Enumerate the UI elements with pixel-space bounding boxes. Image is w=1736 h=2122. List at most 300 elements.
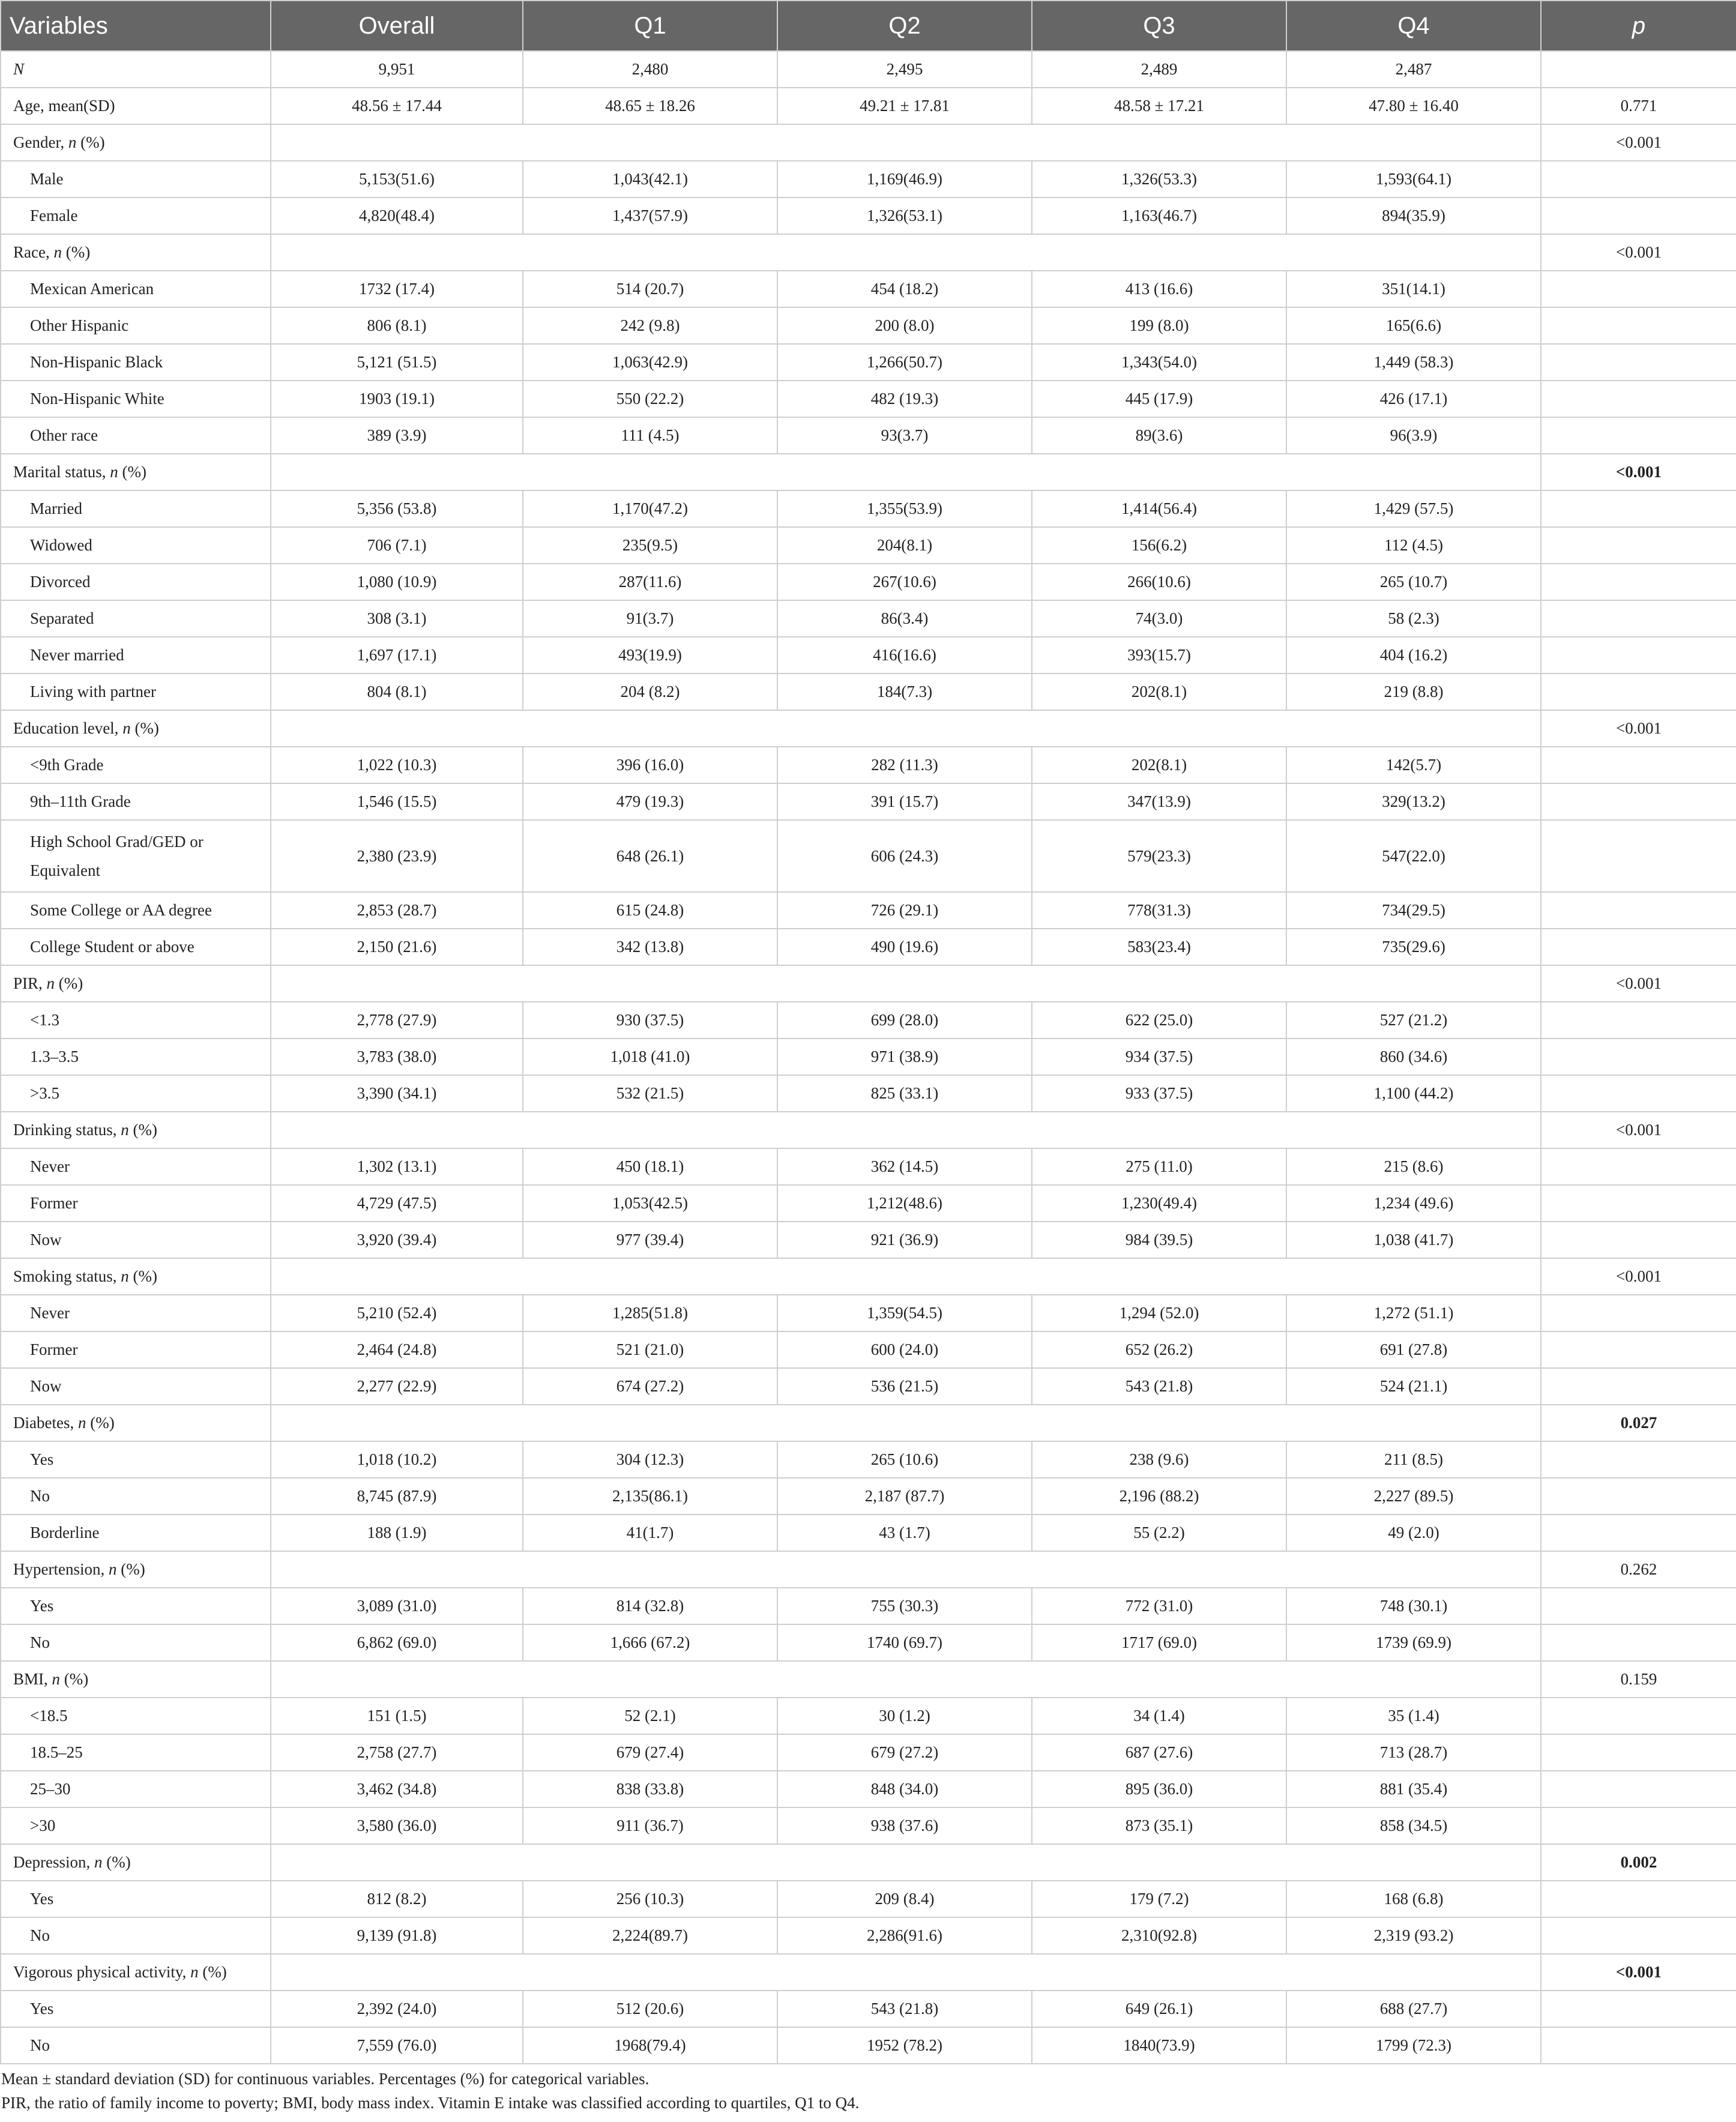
- p-value-cell: <0.001: [1541, 1954, 1736, 1991]
- value-cell: 2,380 (23.9): [271, 820, 523, 892]
- category-row: [1, 1954, 1736, 1991]
- row-label: Separated: [1, 600, 271, 637]
- p-value-cell: [1541, 1515, 1736, 1551]
- value-cell: 9,139 (91.8): [271, 1917, 523, 1954]
- value-cell: 9,951: [271, 51, 523, 88]
- value-cell: 404 (16.2): [1286, 637, 1541, 674]
- value-cell: 536 (21.5): [777, 1368, 1032, 1405]
- row-label: No: [1, 1917, 271, 1954]
- value-cell: 1,326(53.3): [1032, 161, 1286, 197]
- subcategory-row: [1, 1881, 1736, 1917]
- row-label: [1, 234, 271, 271]
- value-cell: 1,302 (13.1): [271, 1148, 523, 1185]
- category-row: [1, 234, 1736, 271]
- value-cell: 329(13.2): [1286, 783, 1541, 820]
- value-cell: 2,778 (27.9): [271, 1002, 523, 1038]
- value-cell: 524 (21.1): [1286, 1368, 1541, 1405]
- value-cell: 894(35.9): [1286, 197, 1541, 234]
- empty-cell: [271, 1551, 1541, 1588]
- value-cell: 1,429 (57.5): [1286, 490, 1541, 527]
- p-value-cell: <0.001: [1541, 234, 1736, 271]
- p-value-cell: [1541, 1734, 1736, 1771]
- value-cell: 804 (8.1): [271, 674, 523, 710]
- value-cell: 825 (33.1): [777, 1075, 1032, 1112]
- value-cell: 1,212(48.6): [777, 1185, 1032, 1222]
- row-label-n: n: [77, 1414, 86, 1432]
- value-cell: 266(10.6): [1032, 564, 1286, 600]
- value-cell: 2,187 (87.7): [777, 1478, 1032, 1515]
- empty-cell: [271, 1405, 1541, 1441]
- subcategory-row: [1, 1624, 1736, 1661]
- row-label: [1, 710, 271, 747]
- value-cell: 755 (30.3): [777, 1588, 1032, 1624]
- value-cell: 1,285(51.8): [523, 1295, 777, 1331]
- empty-cell: [271, 1661, 1541, 1698]
- row-label-text: Vigorous physical activity,: [13, 1963, 191, 1981]
- row-label-text: Education level,: [13, 719, 123, 737]
- row-label: High School Grad/GED or Equivalent: [1, 820, 271, 892]
- empty-cell: [271, 1954, 1541, 1991]
- value-cell: 1732 (17.4): [271, 271, 523, 307]
- value-cell: 930 (37.5): [523, 1002, 777, 1038]
- value-cell: 41(1.7): [523, 1515, 777, 1551]
- value-cell: 1,018 (41.0): [523, 1038, 777, 1075]
- p-value-cell: <0.001: [1541, 965, 1736, 1002]
- value-cell: 1,100 (44.2): [1286, 1075, 1541, 1112]
- value-cell: 454 (18.2): [777, 271, 1032, 307]
- row-label-suffix: (%): [128, 1121, 157, 1139]
- value-cell: 977 (39.4): [523, 1222, 777, 1258]
- row-label: Divorced: [1, 564, 271, 600]
- empty-cell: [271, 234, 1541, 271]
- value-cell: 282 (11.3): [777, 747, 1032, 783]
- value-cell: 351(14.1): [1286, 271, 1541, 307]
- value-cell: 3,089 (31.0): [271, 1588, 523, 1624]
- value-cell: 1,697 (17.1): [271, 637, 523, 674]
- value-cell: 393(15.7): [1032, 637, 1286, 674]
- row-label: Now: [1, 1368, 271, 1405]
- value-cell: 1,018 (10.2): [271, 1441, 523, 1478]
- value-cell: 242 (9.8): [523, 307, 777, 344]
- subcategory-row: [1, 892, 1736, 929]
- value-cell: 512 (20.6): [523, 1991, 777, 2027]
- p-value-cell: [1541, 51, 1736, 88]
- subcategory-row: [1, 1698, 1736, 1734]
- value-cell: 93(3.7): [777, 417, 1032, 454]
- category-row: [1, 454, 1736, 490]
- value-cell: 1,053(42.5): [523, 1185, 777, 1222]
- value-cell: 4,729 (47.5): [271, 1185, 523, 1222]
- value-cell: 583(23.4): [1032, 929, 1286, 965]
- row-label-n: n: [53, 243, 62, 261]
- p-value-cell: [1541, 1368, 1736, 1405]
- p-value-cell: [1541, 1222, 1736, 1258]
- row-label: [1, 1258, 271, 1295]
- row-label-suffix: (%): [116, 1560, 145, 1578]
- p-value-cell: [1541, 1478, 1736, 1515]
- value-cell: 2,150 (21.6): [271, 929, 523, 965]
- value-cell: 2,495: [777, 51, 1032, 88]
- table-body: [1, 51, 1736, 2064]
- value-cell: 482 (19.3): [777, 381, 1032, 417]
- subcategory-row: [1, 637, 1736, 674]
- value-cell: 89(3.6): [1032, 417, 1286, 454]
- category-row: [1, 710, 1736, 747]
- value-cell: 514 (20.7): [523, 271, 777, 307]
- row-label-text: PIR,: [13, 974, 47, 992]
- subcategory-row: [1, 929, 1736, 965]
- row-label: College Student or above: [1, 929, 271, 965]
- value-cell: 2,853 (28.7): [271, 892, 523, 929]
- value-cell: 347(13.9): [1032, 783, 1286, 820]
- value-cell: 1,169(46.9): [777, 161, 1032, 197]
- value-cell: 687 (27.6): [1032, 1734, 1286, 1771]
- value-cell: 2,224(89.7): [523, 1917, 777, 1954]
- value-cell: 778(31.3): [1032, 892, 1286, 929]
- value-cell: 713 (28.7): [1286, 1734, 1541, 1771]
- value-cell: 235(9.5): [523, 527, 777, 564]
- row-label: Widowed: [1, 527, 271, 564]
- value-cell: 3,783 (38.0): [271, 1038, 523, 1075]
- subcategory-row: [1, 381, 1736, 417]
- value-cell: 7,559 (76.0): [271, 2027, 523, 2064]
- subcategory-row: [1, 600, 1736, 637]
- p-value-cell: <0.001: [1541, 454, 1736, 490]
- row-label-text: Depression,: [13, 1853, 94, 1871]
- value-cell: 1,163(46.7): [1032, 197, 1286, 234]
- p-value-cell: 0.027: [1541, 1405, 1736, 1441]
- row-label: Never married: [1, 637, 271, 674]
- p-value-cell: [1541, 1588, 1736, 1624]
- value-cell: 5,153(51.6): [271, 161, 523, 197]
- value-cell: 1,666 (67.2): [523, 1624, 777, 1661]
- subcategory-row: [1, 271, 1736, 307]
- value-cell: 91(3.7): [523, 600, 777, 637]
- value-cell: 1,038 (41.7): [1286, 1222, 1541, 1258]
- value-cell: 43 (1.7): [777, 1515, 1032, 1551]
- value-cell: 2,487: [1286, 51, 1541, 88]
- value-cell: 1903 (19.1): [271, 381, 523, 417]
- row-label-text: Hypertension,: [13, 1560, 109, 1578]
- table-row: [1, 51, 1736, 88]
- p-value-cell: [1541, 1185, 1736, 1222]
- value-cell: 74(3.0): [1032, 600, 1286, 637]
- row-label: No: [1, 1478, 271, 1515]
- value-cell: 265 (10.6): [777, 1441, 1032, 1478]
- row-label: Male: [1, 161, 271, 197]
- value-cell: 1968(79.4): [523, 2027, 777, 2064]
- row-label: Former: [1, 1185, 271, 1222]
- p-value-cell: [1541, 344, 1736, 381]
- p-value-cell: [1541, 1002, 1736, 1038]
- row-label: Yes: [1, 1991, 271, 2027]
- value-cell: 156(6.2): [1032, 527, 1286, 564]
- row-label: Yes: [1, 1441, 271, 1478]
- value-cell: 1952 (78.2): [777, 2027, 1032, 2064]
- value-cell: 5,121 (51.5): [271, 344, 523, 381]
- row-label: 9th–11th Grade: [1, 783, 271, 820]
- row-label: Non-Hispanic Black: [1, 344, 271, 381]
- value-cell: 204 (8.2): [523, 674, 777, 710]
- value-cell: 934 (37.5): [1032, 1038, 1286, 1075]
- value-cell: 699 (28.0): [777, 1002, 1032, 1038]
- p-value-cell: [1541, 747, 1736, 783]
- value-cell: 1,593(64.1): [1286, 161, 1541, 197]
- value-cell: 1717 (69.0): [1032, 1624, 1286, 1661]
- value-cell: 275 (11.0): [1032, 1148, 1286, 1185]
- row-label-suffix: (%): [76, 133, 105, 151]
- row-label-text: BMI,: [13, 1670, 52, 1688]
- row-label: [1, 1954, 271, 1991]
- value-cell: 188 (1.9): [271, 1515, 523, 1551]
- row-label-text: Diabetes,: [13, 1414, 78, 1432]
- p-value-cell: [1541, 564, 1736, 600]
- row-label: [1, 1551, 271, 1588]
- p-value-cell: [1541, 381, 1736, 417]
- category-row: [1, 1112, 1736, 1148]
- row-label: Yes: [1, 1881, 271, 1917]
- row-label: >30: [1, 1807, 271, 1844]
- value-cell: 615 (24.8): [523, 892, 777, 929]
- row-label-n: n: [52, 1670, 61, 1688]
- value-cell: 49.21 ± 17.81: [777, 88, 1032, 124]
- value-cell: 200 (8.0): [777, 307, 1032, 344]
- value-cell: 1739 (69.9): [1286, 1624, 1541, 1661]
- p-value-cell: [1541, 527, 1736, 564]
- subcategory-row: [1, 1478, 1736, 1515]
- value-cell: 674 (27.2): [523, 1368, 777, 1405]
- row-label-suffix: (%): [61, 243, 91, 261]
- subcategory-row: [1, 1038, 1736, 1075]
- row-label-n: n: [94, 1853, 103, 1871]
- table-header-row: [1, 1, 1736, 51]
- value-cell: 5,210 (52.4): [271, 1295, 523, 1331]
- p-value-cell: [1541, 1441, 1736, 1478]
- value-cell: 649 (26.1): [1032, 1991, 1286, 2027]
- value-cell: 1,063(42.9): [523, 344, 777, 381]
- p-value-cell: [1541, 892, 1736, 929]
- value-cell: 3,920 (39.4): [271, 1222, 523, 1258]
- subcategory-row: [1, 307, 1736, 344]
- value-cell: 706 (7.1): [271, 527, 523, 564]
- value-cell: 2,135(86.1): [523, 1478, 777, 1515]
- subcategory-row: [1, 417, 1736, 454]
- p-value-cell: [1541, 1698, 1736, 1734]
- p-value-cell: [1541, 161, 1736, 197]
- value-cell: 772 (31.0): [1032, 1588, 1286, 1624]
- row-label: [1, 124, 271, 161]
- value-cell: 2,480: [523, 51, 777, 88]
- p-value-cell: [1541, 1148, 1736, 1185]
- row-label-suffix: (%): [86, 1414, 115, 1432]
- value-cell: 579(23.3): [1032, 820, 1286, 892]
- value-cell: 858 (34.5): [1286, 1807, 1541, 1844]
- value-cell: 265 (10.7): [1286, 564, 1541, 600]
- row-label-n: n: [108, 1560, 117, 1578]
- value-cell: 726 (29.1): [777, 892, 1032, 929]
- p-value-cell: [1541, 1771, 1736, 1807]
- p-value-cell: 0.771: [1541, 88, 1736, 124]
- value-cell: 895 (36.0): [1032, 1771, 1286, 1807]
- value-cell: 304 (12.3): [523, 1441, 777, 1478]
- row-label: Age, mean(SD): [1, 88, 271, 124]
- row-label: Non-Hispanic White: [1, 381, 271, 417]
- column-header-overall: Overall: [271, 1, 523, 51]
- row-label: 1.3–3.5: [1, 1038, 271, 1075]
- subcategory-row: [1, 197, 1736, 234]
- value-cell: 5,356 (53.8): [271, 490, 523, 527]
- category-row: [1, 1844, 1736, 1881]
- value-cell: 1799 (72.3): [1286, 2027, 1541, 2064]
- value-cell: 211 (8.5): [1286, 1441, 1541, 1478]
- value-cell: 550 (22.2): [523, 381, 777, 417]
- value-cell: 814 (32.8): [523, 1588, 777, 1624]
- value-cell: 35 (1.4): [1286, 1698, 1541, 1734]
- value-cell: 165(6.6): [1286, 307, 1541, 344]
- category-row: [1, 1551, 1736, 1588]
- subcategory-row: [1, 1331, 1736, 1368]
- value-cell: 812 (8.2): [271, 1881, 523, 1917]
- row-label: [1, 454, 271, 490]
- p-value-cell: [1541, 674, 1736, 710]
- row-label: [1, 1844, 271, 1881]
- value-cell: 30 (1.2): [777, 1698, 1032, 1734]
- value-cell: 933 (37.5): [1032, 1075, 1286, 1112]
- value-cell: 34 (1.4): [1032, 1698, 1286, 1734]
- value-cell: 688 (27.7): [1286, 1991, 1541, 2027]
- value-cell: 256 (10.3): [523, 1881, 777, 1917]
- value-cell: 1,022 (10.3): [271, 747, 523, 783]
- value-cell: 112 (4.5): [1286, 527, 1541, 564]
- value-cell: 1,343(54.0): [1032, 344, 1286, 381]
- p-value-cell: [1541, 2027, 1736, 2064]
- row-label-text: Gender,: [13, 133, 68, 151]
- p-value-cell: <0.001: [1541, 124, 1736, 161]
- value-cell: 96(3.9): [1286, 417, 1541, 454]
- p-value-cell: [1541, 820, 1736, 892]
- value-cell: 1,546 (15.5): [271, 783, 523, 820]
- value-cell: 49 (2.0): [1286, 1515, 1541, 1551]
- p-value-cell: [1541, 490, 1736, 527]
- row-label-n: n: [110, 463, 118, 481]
- value-cell: 111 (4.5): [523, 417, 777, 454]
- value-cell: 1,234 (49.6): [1286, 1185, 1541, 1222]
- value-cell: 48.58 ± 17.21: [1032, 88, 1286, 124]
- value-cell: 58 (2.3): [1286, 600, 1541, 637]
- row-label: No: [1, 1624, 271, 1661]
- value-cell: 1,414(56.4): [1032, 490, 1286, 527]
- p-value-cell: [1541, 929, 1736, 965]
- subcategory-row: [1, 344, 1736, 381]
- subcategory-row: [1, 820, 1736, 892]
- value-cell: 55 (2.2): [1032, 1515, 1286, 1551]
- row-label: [1, 1112, 271, 1148]
- value-cell: 806 (8.1): [271, 307, 523, 344]
- subcategory-row: [1, 1148, 1736, 1185]
- row-label: <9th Grade: [1, 747, 271, 783]
- value-cell: 47.80 ± 16.40: [1286, 88, 1541, 124]
- row-label: Some College or AA degree: [1, 892, 271, 929]
- row-label: Living with partner: [1, 674, 271, 710]
- value-cell: 2,227 (89.5): [1286, 1478, 1541, 1515]
- value-cell: 215 (8.6): [1286, 1148, 1541, 1185]
- subcategory-row: [1, 1441, 1736, 1478]
- value-cell: 691 (27.8): [1286, 1331, 1541, 1368]
- subcategory-row: [1, 1734, 1736, 1771]
- subcategory-row: [1, 1368, 1736, 1405]
- row-label: >3.5: [1, 1075, 271, 1112]
- footnote: PIR, the ratio of family income to poverty; BMI, body mass index. Vitamin E intake was classified according to quartiles, Q1 to Q4.: [1, 2094, 860, 2112]
- row-label-n: n: [46, 974, 55, 992]
- row-label-n: n: [190, 1963, 199, 1981]
- value-cell: 151 (1.5): [271, 1698, 523, 1734]
- value-cell: 1840(73.9): [1032, 2027, 1286, 2064]
- subcategory-row: [1, 747, 1736, 783]
- subcategory-row: [1, 490, 1736, 527]
- subcategory-row: [1, 1295, 1736, 1331]
- p-value-cell: [1541, 417, 1736, 454]
- row-label-text: Race,: [13, 243, 54, 261]
- value-cell: 445 (17.9): [1032, 381, 1286, 417]
- value-cell: 2,758 (27.7): [271, 1734, 523, 1771]
- value-cell: 1,294 (52.0): [1032, 1295, 1286, 1331]
- value-cell: 267(10.6): [777, 564, 1032, 600]
- value-cell: 219 (8.8): [1286, 674, 1541, 710]
- value-cell: 748 (30.1): [1286, 1588, 1541, 1624]
- value-cell: 199 (8.0): [1032, 307, 1286, 344]
- value-cell: 362 (14.5): [777, 1148, 1032, 1185]
- value-cell: 521 (21.0): [523, 1331, 777, 1368]
- column-header-q2: Q2: [777, 1, 1032, 51]
- row-label: <18.5: [1, 1698, 271, 1734]
- value-cell: 391 (15.7): [777, 783, 1032, 820]
- column-header-q4: Q4: [1286, 1, 1541, 51]
- value-cell: 606 (24.3): [777, 820, 1032, 892]
- value-cell: 1,272 (51.1): [1286, 1295, 1541, 1331]
- category-row: [1, 1258, 1736, 1295]
- value-cell: 652 (26.2): [1032, 1331, 1286, 1368]
- row-label: [1, 965, 271, 1002]
- p-value-cell: 0.262: [1541, 1551, 1736, 1588]
- row-label: Mexican American: [1, 271, 271, 307]
- subcategory-row: [1, 564, 1736, 600]
- subcategory-row: [1, 527, 1736, 564]
- value-cell: 389 (3.9): [271, 417, 523, 454]
- value-cell: 1,359(54.5): [777, 1295, 1032, 1331]
- row-label-suffix: (%): [128, 1267, 158, 1285]
- value-cell: 2,392 (24.0): [271, 1991, 523, 2027]
- p-value-cell: <0.001: [1541, 710, 1736, 747]
- value-cell: 184(7.3): [777, 674, 1032, 710]
- row-label: [1, 1661, 271, 1698]
- row-label: Borderline: [1, 1515, 271, 1551]
- value-cell: 543 (21.8): [1032, 1368, 1286, 1405]
- row-label: N: [1, 51, 271, 88]
- table-row: [1, 88, 1736, 124]
- value-cell: 3,580 (36.0): [271, 1807, 523, 1844]
- value-cell: 2,277 (22.9): [271, 1368, 523, 1405]
- value-cell: 971 (38.9): [777, 1038, 1032, 1075]
- subcategory-row: [1, 783, 1736, 820]
- value-cell: 881 (35.4): [1286, 1771, 1541, 1807]
- p-value-cell: [1541, 783, 1736, 820]
- value-cell: 86(3.4): [777, 600, 1032, 637]
- row-label-n: n: [121, 1121, 129, 1139]
- value-cell: 490 (19.6): [777, 929, 1032, 965]
- empty-cell: [271, 1844, 1541, 1881]
- value-cell: 3,462 (34.8): [271, 1771, 523, 1807]
- row-label-suffix: (%): [130, 719, 159, 737]
